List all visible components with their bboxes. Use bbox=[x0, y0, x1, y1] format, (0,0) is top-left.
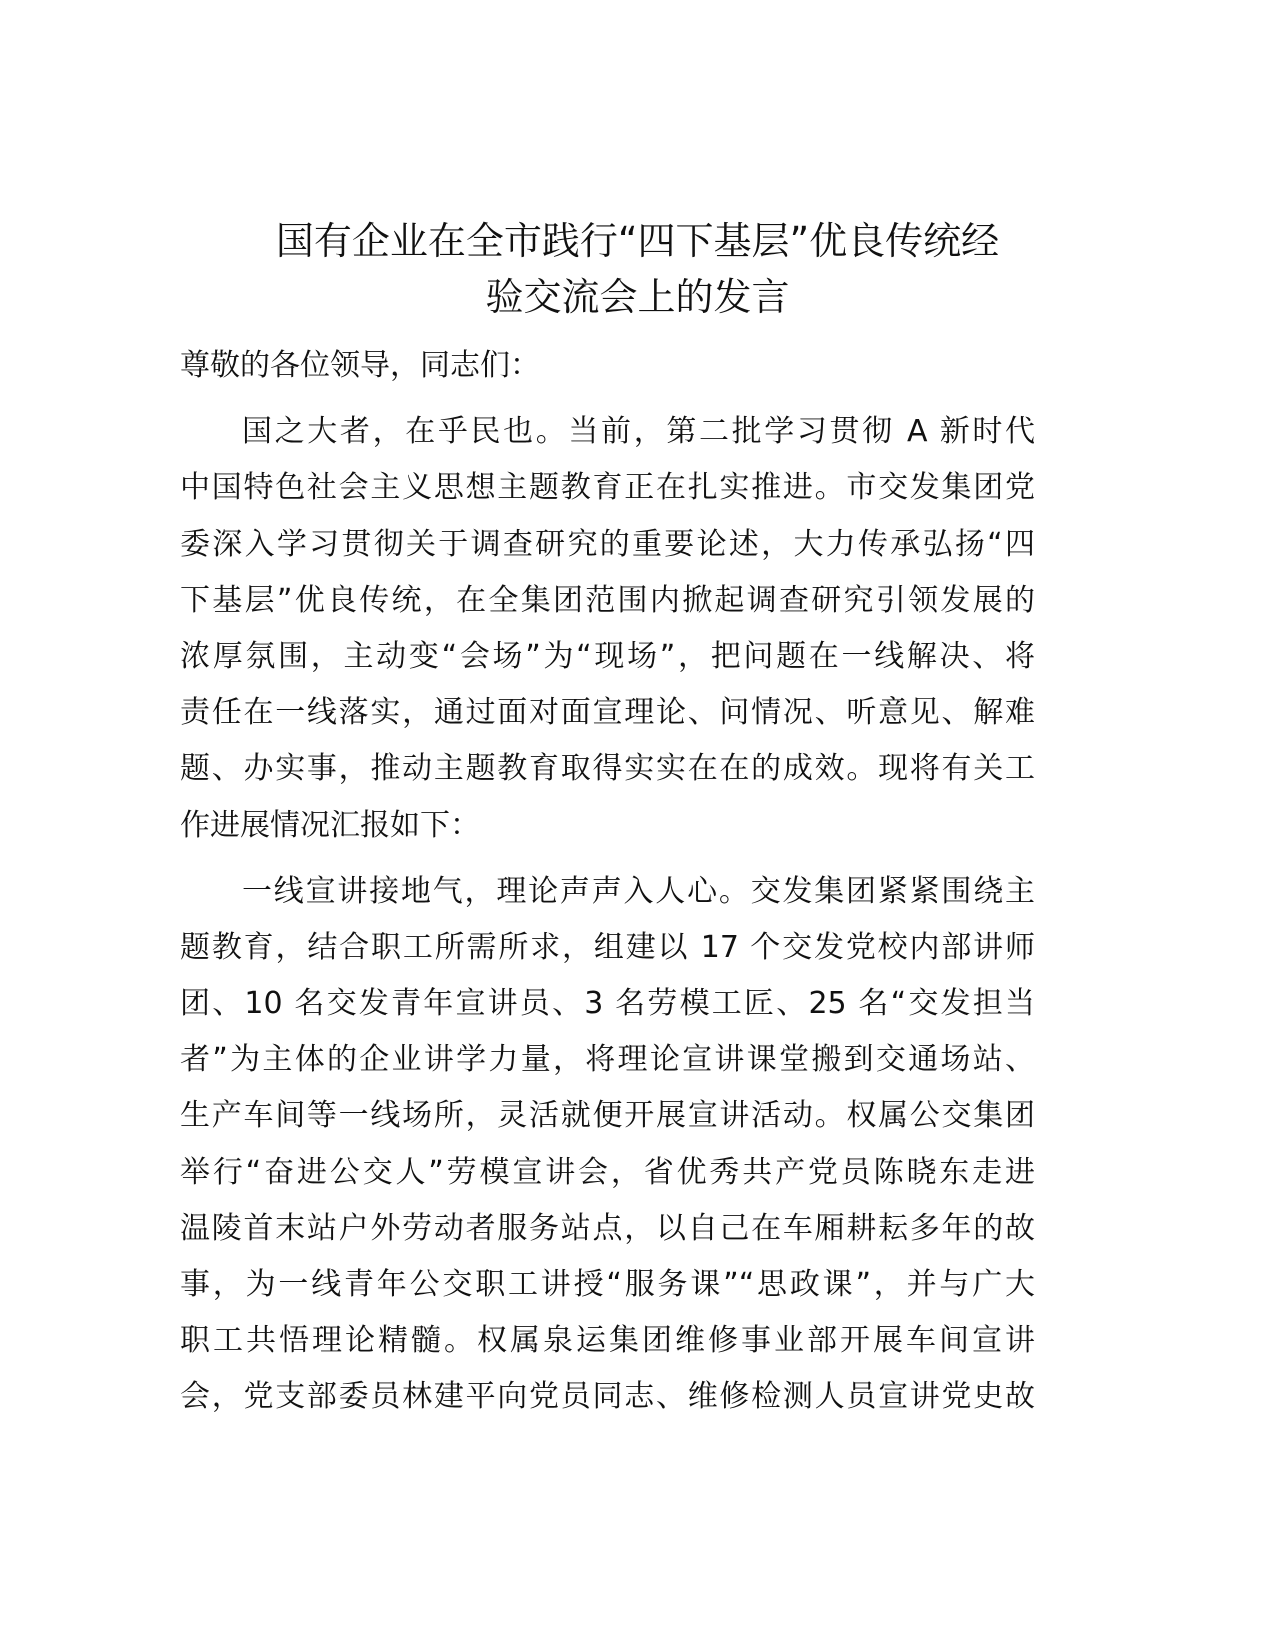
paragraph-line: 团、10 名交发青年宣讲员、3 名劳模工匠、25 名“交发担当 bbox=[180, 986, 1035, 1022]
paragraph-line: 浓厚氛围，主动变“会场”为“现场”，把问题在一线解决、将 bbox=[180, 638, 1035, 674]
title-line: 国有企业在全市践行“四下基层”优良传统经 bbox=[275, 219, 1000, 263]
paragraph-line: 温陵首末站户外劳动者服务站点，以自己在车厢耕耘多年的故 bbox=[180, 1210, 1035, 1246]
paragraph-line: 国之大者，在乎民也。当前，第二批学习贯彻 A 新时代 bbox=[242, 414, 1035, 450]
paragraph-line: 事，为一线青年公交职工讲授“服务课”“思政课”，并与广大 bbox=[180, 1267, 1035, 1302]
paragraph-line: 题、办实事，推动主题教育取得实实在在的成效。现将有关工 bbox=[180, 751, 1035, 787]
paragraph-line: 题教育，结合职工所需所求，组建以 17 个交发党校内部讲师 bbox=[180, 929, 1035, 965]
paragraph-line: 者”为主体的企业讲学力量，将理论宣讲课堂搬到交通场站、 bbox=[180, 1042, 1035, 1078]
paragraph-line: 职工共悟理论精髓。权属泉运集团维修事业部开展车间宣讲 bbox=[180, 1323, 1035, 1359]
paragraph-line: 委深入学习贯彻关于调查研究的重要论述，大力传承弘扬“四 bbox=[180, 526, 1035, 562]
title-line: 验交流会上的发言 bbox=[485, 275, 790, 319]
paragraph-line: 作进展情况汇报如下： bbox=[180, 807, 480, 843]
paragraph-line: 举行“奋进公交人”劳模宣讲会，省优秀共产党员陈晓东走进 bbox=[180, 1154, 1035, 1190]
paragraph bbox=[180, 864, 1035, 1426]
paragraph-line: 会，党支部委员林建平向党员同志、维修检测人员宣讲党史故 bbox=[180, 1379, 1035, 1415]
paragraph bbox=[180, 404, 1035, 854]
paragraph-line: 中国特色社会主义思想主题教育正在扎实推进。市交发集团党 bbox=[180, 470, 1035, 506]
salutation: 尊敬的各位领导，同志们： bbox=[180, 348, 540, 383]
document-title bbox=[0, 213, 1275, 325]
paragraph-line: 生产车间等一线场所，灵活就便开展宣讲活动。权属公交集团 bbox=[180, 1098, 1035, 1134]
paragraph-line: 一线宣讲接地气，理论声声入人心。交发集团紧紧围绕主 bbox=[242, 873, 1035, 909]
paragraph-line: 下基层”优良传统，在全集团范围内掀起调查研究引领发展的 bbox=[180, 582, 1035, 618]
paragraph-line: 责任在一线落实，通过面对面宣理论、问情况、听意见、解难 bbox=[180, 695, 1035, 731]
document-body bbox=[180, 338, 1035, 1426]
